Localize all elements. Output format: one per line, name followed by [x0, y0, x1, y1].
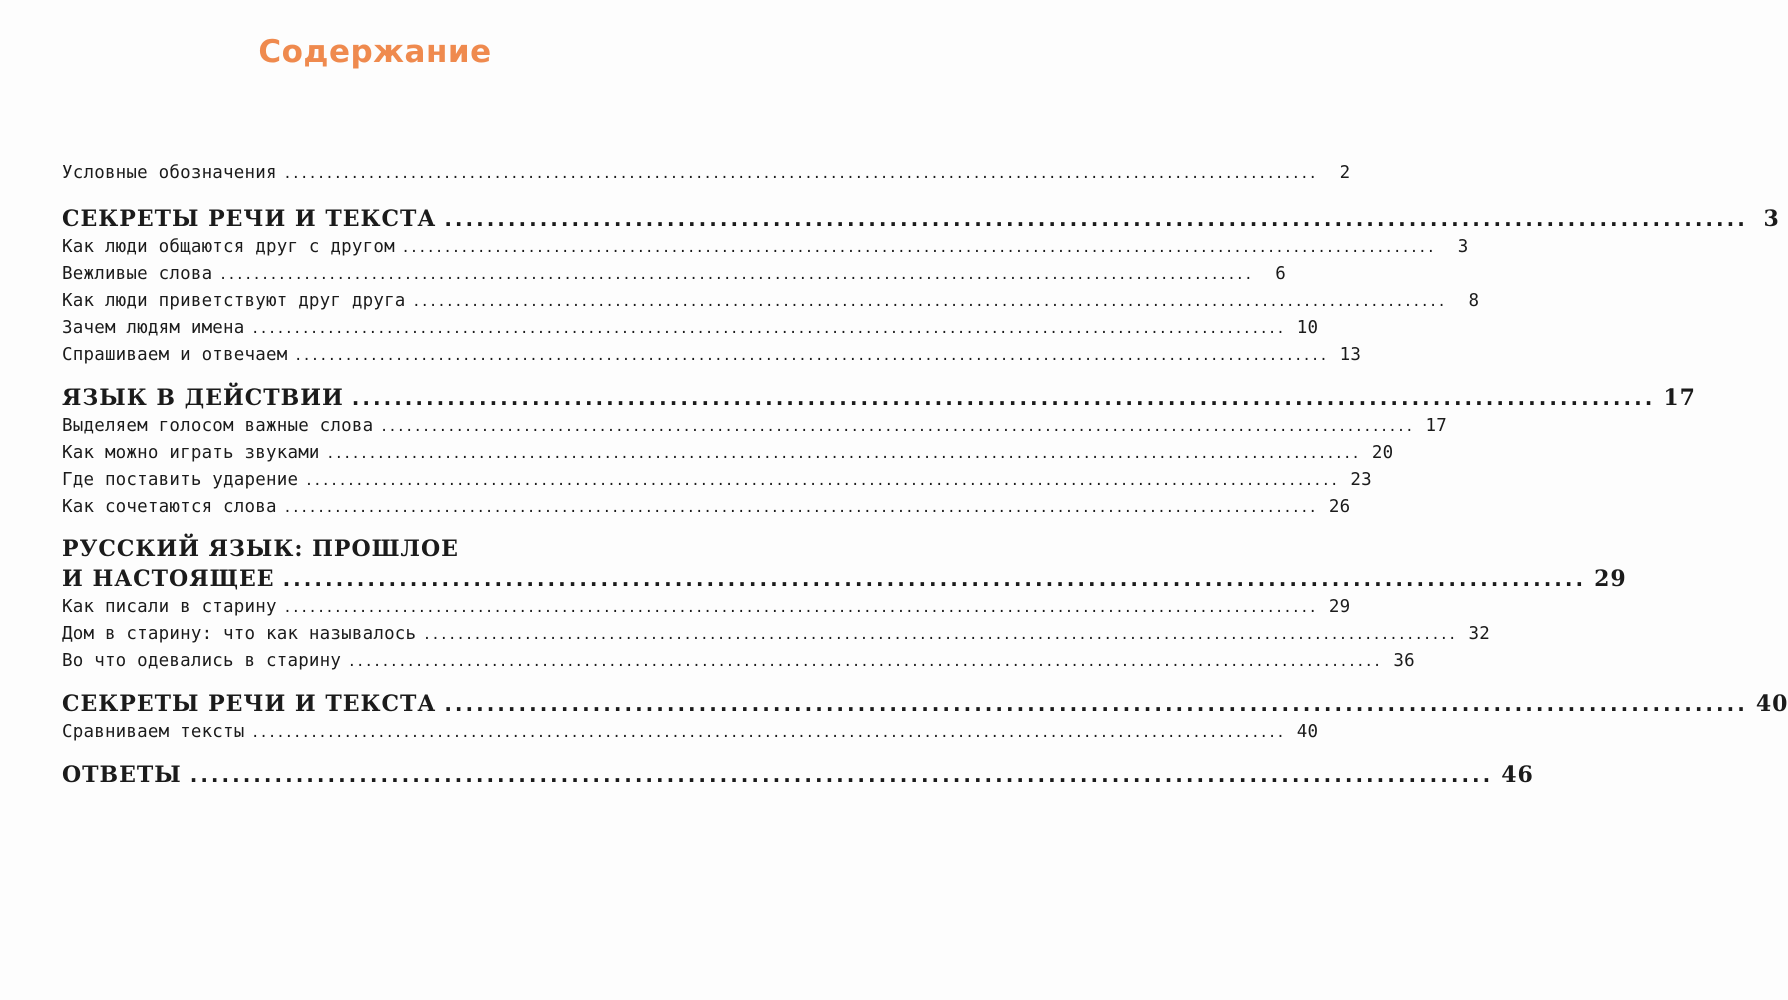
toc-section-title: СЕКРЕТЫ РЕЧИ И ТЕКСТА: [62, 206, 437, 232]
dot-leader: ...........................................................................................................................: [295, 345, 1330, 365]
toc-entry-label: Условные обозначения: [62, 163, 277, 183]
dot-leader: ...........................................................................................................................: [349, 651, 1383, 671]
dot-leader: ...........................................................................................................................: [402, 237, 1437, 257]
toc-entry[interactable]: [62, 413, 1448, 440]
toc-page-number: 8: [1468, 291, 1480, 311]
toc-entry-label: Вежливые слова: [62, 264, 213, 284]
toc-page-number: 10: [1296, 318, 1319, 338]
toc-entry-label: Сравниваем тексты: [62, 722, 245, 742]
toc-section-title: ЯЗЫК В ДЕЙСТВИИ: [62, 385, 344, 411]
table-of-contents: [62, 160, 1788, 790]
toc-entry[interactable]: [62, 494, 1351, 521]
toc-page-number: 46: [1501, 762, 1534, 788]
toc-entry-label: Как сочетаются слова: [62, 497, 277, 517]
toc-page-number: 6: [1275, 264, 1286, 284]
toc-page-number: 32: [1468, 624, 1490, 644]
dot-leader: ...........................................................................................................................: [306, 470, 1340, 490]
toc-page-number: 40: [1296, 722, 1319, 742]
toc-entry-symbols[interactable]: [62, 160, 1351, 187]
dot-leader: ...........................................................................................................................: [220, 264, 1254, 284]
toc-page-number: 3: [1457, 237, 1469, 257]
toc-page-number: 40: [1755, 691, 1788, 717]
toc-entry[interactable]: [62, 467, 1372, 494]
toc-section-answers[interactable]: [62, 760, 1534, 790]
toc-entry[interactable]: [62, 342, 1362, 369]
toc-section-secrets-speech-1[interactable]: [62, 204, 1780, 234]
dot-leader: ...........................................................................................................................: [381, 416, 1416, 436]
dot-leader: ...........................................................................................................................: [444, 692, 1748, 716]
dot-leader: ...........................................................................................................................: [444, 207, 1748, 231]
toc-page-number: 20: [1371, 443, 1394, 463]
dot-leader: ...........................................................................................................................: [189, 763, 1494, 787]
toc-section-secrets-speech-2[interactable]: [62, 689, 1788, 719]
dot-leader: ...........................................................................................................................: [284, 597, 1319, 617]
toc-entry-label: Как люди общаются друг с другом: [62, 237, 395, 257]
toc-entry[interactable]: [62, 315, 1319, 342]
toc-page-number: 2: [1339, 163, 1351, 183]
toc-entry[interactable]: [62, 594, 1351, 621]
page-title: Содержание: [258, 34, 492, 70]
toc-page-number: 13: [1339, 345, 1362, 365]
toc-entry[interactable]: [62, 261, 1286, 288]
dot-leader: ...........................................................................................................................: [252, 318, 1287, 338]
toc-entry-label: Как можно играть звуками: [62, 443, 320, 463]
toc-page-number: 3: [1763, 206, 1780, 232]
toc-section-title: ОТВЕТЫ: [62, 762, 182, 788]
toc-section-title: СЕКРЕТЫ РЕЧИ И ТЕКСТА: [62, 691, 437, 717]
dot-leader: ...........................................................................................................................: [282, 567, 1587, 591]
toc-section-russian-past-present[interactable]: [62, 564, 1627, 594]
toc-page-number: 23: [1350, 470, 1372, 490]
toc-entry-label: Спрашиваем и отвечаем: [62, 345, 288, 365]
dot-leader: ...........................................................................................................................: [284, 497, 1319, 517]
toc-entry-label: Как люди приветствуют друг друга: [62, 291, 406, 311]
toc-page-number: 29: [1594, 566, 1627, 592]
toc-entry[interactable]: [62, 288, 1480, 315]
toc-entry-label: Где поставить ударение: [62, 470, 299, 490]
dot-leader: ...........................................................................................................................: [424, 624, 1458, 644]
dot-leader: ...........................................................................................................................: [252, 722, 1287, 742]
dot-leader: ...........................................................................................................................: [284, 163, 1319, 183]
toc-page-number: 17: [1663, 385, 1696, 411]
toc-entry-label: Дом в старину: что как называлось: [62, 624, 417, 644]
toc-page-number: 17: [1425, 416, 1448, 436]
toc-entry[interactable]: [62, 621, 1490, 648]
toc-page-number: 29: [1328, 597, 1351, 617]
toc-entry[interactable]: [62, 719, 1319, 746]
toc-section-title: И НАСТОЯЩЕЕ: [62, 566, 275, 592]
toc-entry-label: Как писали в старину: [62, 597, 277, 617]
toc-entry[interactable]: [62, 648, 1415, 675]
dot-leader: ...........................................................................................................................: [327, 443, 1362, 463]
toc-section-language-in-action[interactable]: [62, 383, 1696, 413]
dot-leader: ...........................................................................................................................: [351, 386, 1656, 410]
toc-entry-label: Зачем людям имена: [62, 318, 245, 338]
toc-page-number: 26: [1328, 497, 1351, 517]
toc-entry-label: Во что одевались в старину: [62, 651, 342, 671]
toc-entry-label: Выделяем голосом важные слова: [62, 416, 374, 436]
toc-section-title-line[interactable]: РУССКИЙ ЯЗЫК: ПРОШЛОЕ: [62, 536, 459, 562]
toc-entry[interactable]: [62, 440, 1394, 467]
dot-leader: ...........................................................................................................................: [413, 291, 1448, 311]
toc-page-number: 36: [1393, 651, 1415, 671]
toc-entry[interactable]: [62, 234, 1469, 261]
